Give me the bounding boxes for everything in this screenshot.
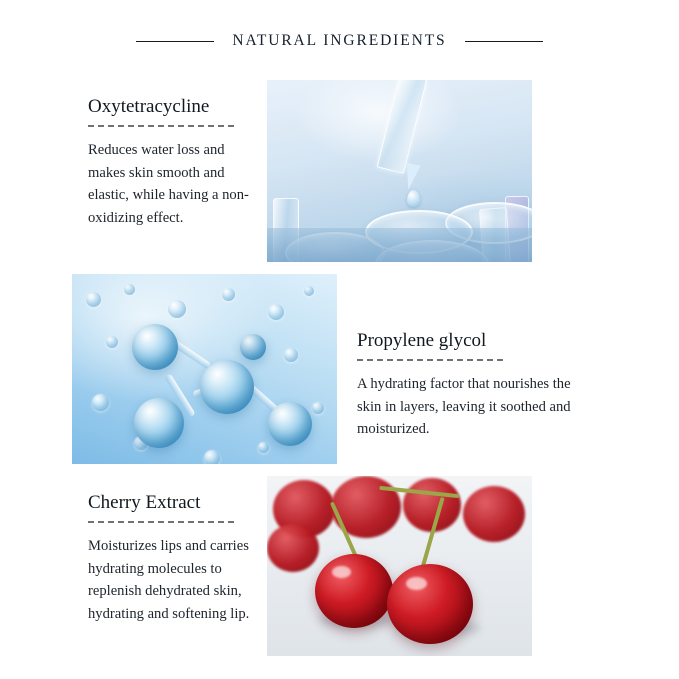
bubble	[86, 292, 101, 307]
liquid-droplet-icon	[407, 190, 420, 207]
ingredient-image-1	[267, 80, 532, 262]
background-cherry	[463, 486, 525, 542]
molecule-atom	[240, 334, 266, 360]
molecule-atom	[134, 398, 184, 448]
ingredient-image-3	[267, 476, 532, 656]
page-title: NATURAL INGREDIENTS	[232, 32, 447, 49]
bubble	[168, 300, 186, 318]
ingredient-row-1	[0, 80, 679, 262]
bubble	[312, 402, 324, 414]
molecule-atom	[200, 360, 254, 414]
ingredient-row-2	[0, 274, 679, 464]
background-cherry	[267, 524, 319, 572]
bubble	[284, 348, 298, 362]
ingredient-divider-1	[88, 125, 234, 127]
molecule-atom	[132, 324, 178, 370]
bubble	[106, 336, 118, 348]
ingredient-description-2: A hydrating factor that nourishes the skin in layers, leaving it soothed and moisturized.	[357, 376, 571, 438]
ingredient-text-1	[0, 80, 267, 262]
bubble	[304, 286, 314, 296]
ingredient-name-2: Propylene glycol	[357, 330, 487, 351]
bubble	[268, 304, 284, 320]
ingredient-name-1: Oxytetracycline	[88, 96, 210, 117]
ingredient-description-3: Moisturizes lips and carries hydrating molecules to replenish dehydrated skin, hydrating and softening lip.	[88, 538, 250, 622]
bubble	[92, 394, 109, 411]
page-header	[0, 24, 679, 58]
bubble	[124, 284, 135, 295]
cherry-highlight	[332, 566, 351, 578]
ingredient-image-2	[72, 274, 337, 464]
ingredient-divider-2	[357, 359, 503, 361]
header-rule-right	[465, 41, 543, 42]
ingredient-name-3: Cherry Extract	[88, 492, 201, 513]
ingredient-divider-3	[88, 521, 234, 523]
bubble	[258, 442, 269, 453]
ingredient-text-2	[337, 274, 604, 464]
cherry-fruit	[315, 554, 393, 628]
bubble	[222, 288, 235, 301]
header-rule-left	[136, 41, 214, 42]
cherry-fruit	[387, 564, 473, 644]
cherry-highlight	[406, 577, 427, 590]
ingredient-description-1: Reduces water loss and makes skin smooth and elastic, while having a non-oxidizing effect.	[88, 142, 249, 226]
ingredient-row-3	[0, 476, 679, 656]
lab-counter-surface	[267, 228, 532, 262]
bubble	[204, 450, 220, 464]
ingredient-text-3	[0, 476, 267, 656]
molecule-atom	[268, 402, 312, 446]
